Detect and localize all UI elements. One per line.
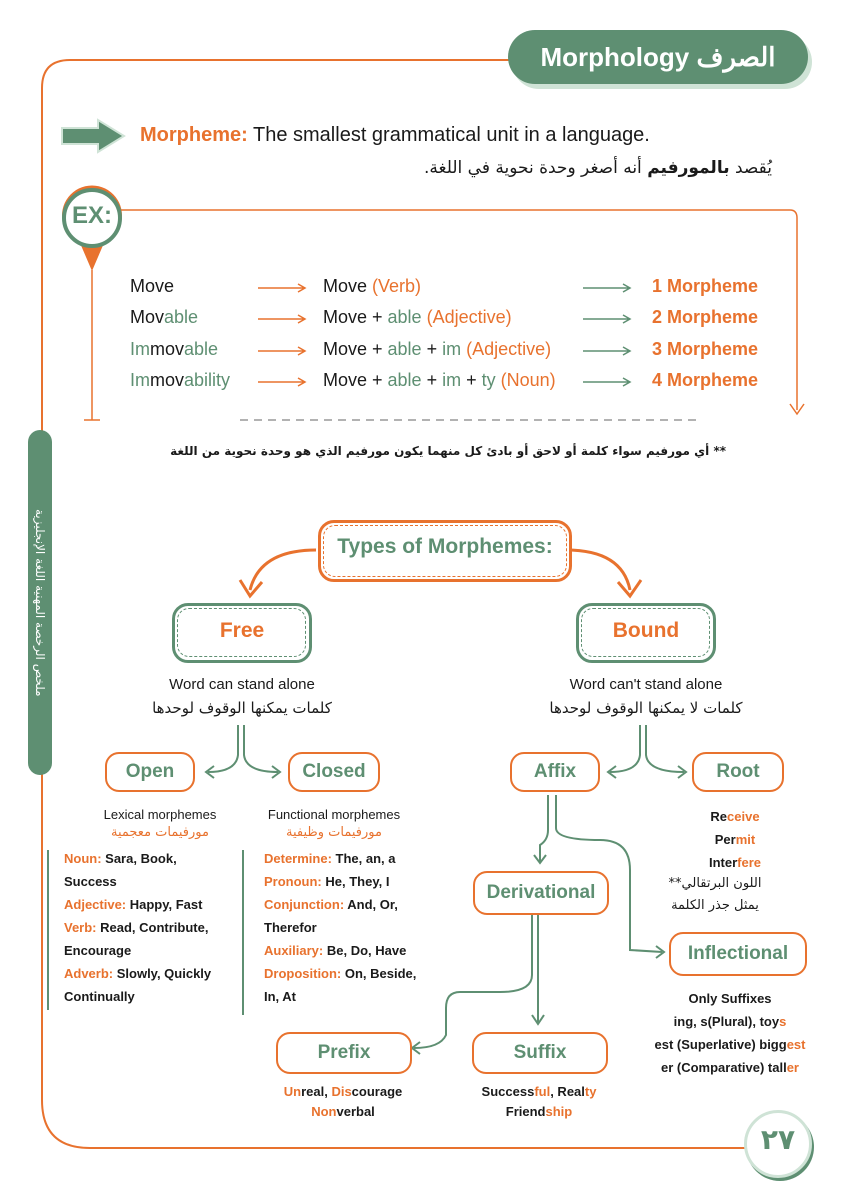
- open-sub-en: Lexical morphemes: [103, 807, 217, 822]
- definition-english: [140, 124, 650, 147]
- bound-desc-ar: كلمات لا يمكنها الوقوف لوحدها: [549, 699, 743, 717]
- list-item: Pronoun: He, They, I: [264, 874, 390, 889]
- closed-box: Closed: [288, 752, 380, 792]
- list-item: Receive: [710, 809, 760, 824]
- example-result-4: 4 Morpheme: [652, 370, 759, 390]
- list-item: Continually: [64, 989, 135, 1004]
- list-item: Droposition: On, Beside,: [264, 966, 417, 981]
- free-desc-en: Word can stand alone: [169, 676, 315, 693]
- arabic-bold-term: بالمورفيم: [647, 158, 730, 178]
- page-number: ٢٧: [760, 1123, 796, 1156]
- list-item: Adverb: Slowly, Quickly: [64, 966, 212, 981]
- definition-text: The smallest grammatical unit in a language.: [253, 124, 650, 146]
- list-item: Permit: [714, 832, 756, 847]
- list-item: est (Superlative) biggest: [654, 1037, 806, 1052]
- closed-list: [264, 847, 454, 1008]
- bound-label: Bound: [612, 619, 680, 642]
- list-item: Interfere: [708, 855, 762, 870]
- list-item: Noun: Sara, Book,: [64, 851, 177, 866]
- bound-desc-en: Word can't stand alone: [569, 676, 723, 693]
- prefix-examples: [250, 1080, 436, 1121]
- term-morpheme: Morpheme:: [140, 124, 248, 146]
- open-box: Open: [105, 752, 195, 792]
- example-word-3: Immovable: [130, 339, 219, 359]
- list-item: Nonverbal: [311, 1104, 375, 1119]
- example-note: ** أي مورفيم سواء كلمة أو لاحق أو بادئ كل منهما يكون مورفيم الذي هو وحدة نحوية من اللغة: [170, 444, 726, 458]
- example-word-1: Move: [130, 276, 175, 296]
- list-item: Determine: The, an, a: [264, 851, 396, 866]
- definition-arabic: يُقصد بالمورفيم أنه أصغر وحدة نحوية في اللغة.: [424, 158, 772, 178]
- example-word-4: Immovability: [130, 370, 231, 390]
- suffix-box: Suffix: [472, 1032, 608, 1074]
- list-item: Success: [64, 874, 117, 889]
- inflectional-box: Inflectional: [669, 932, 807, 976]
- list-item: Conjunction: And, Or,: [264, 897, 398, 912]
- list-item: Adjective: Happy, Fast: [64, 897, 203, 912]
- list-item: In, At: [264, 989, 297, 1004]
- closed-sub-en: Functional morphemes: [267, 807, 401, 822]
- prefix-box: Prefix: [276, 1032, 412, 1074]
- page-title: الصرف Morphology: [540, 42, 776, 72]
- example-formula-2: Move + able (Adjective): [323, 307, 512, 327]
- list-item: Encourage: [64, 943, 132, 958]
- open-sub-ar: مورفيمات معجمية: [111, 825, 209, 840]
- list-item: Verb: Read, Contribute,: [64, 920, 209, 935]
- inflectional-examples: [630, 987, 830, 1079]
- example-word-2: Movable: [130, 307, 199, 327]
- list-item: ing, s(Plural), toys: [673, 1014, 787, 1029]
- example-formula-1: Move (Verb): [323, 276, 422, 296]
- example-formula-3: Move + able + im (Adjective): [323, 339, 552, 359]
- root-examples: [680, 805, 790, 874]
- list-item: Only Suffixes: [688, 991, 772, 1006]
- free-desc-ar: كلمات يمكنها الوقوف لوحدها: [152, 699, 332, 717]
- affix-box: Affix: [510, 752, 600, 792]
- example-result-3: 3 Morpheme: [652, 339, 759, 359]
- list-item: Therefor: [264, 920, 317, 935]
- ex-badge: EX:: [71, 202, 112, 229]
- list-item: Friendship: [505, 1104, 573, 1119]
- derivational-box: Derivational: [473, 871, 609, 915]
- example-result-1: 1 Morpheme: [652, 276, 759, 296]
- sidebar-text: ملخص الرخصة المهنية اللغة الإنجليزية: [33, 508, 47, 697]
- example-result-2: 2 Morpheme: [652, 307, 759, 327]
- suffix-examples: [446, 1080, 632, 1121]
- root-note-1: اللون البرتقالي**: [668, 876, 762, 891]
- open-list: [64, 847, 244, 1008]
- list-item: Auxiliary: Be, Do, Have: [264, 943, 407, 958]
- example-formula-4: Move + able + im + ty (Noun): [323, 370, 556, 390]
- root-box: Root: [692, 752, 784, 792]
- types-title: Types of Morphemes:: [337, 535, 553, 558]
- list-item: Successful, Realty: [481, 1084, 597, 1099]
- root-note-2: يمثل جذر الكلمة: [671, 898, 759, 913]
- closed-sub-ar: مورفيمات وظيفية: [286, 825, 382, 840]
- list-item: Unreal, Discourage: [283, 1084, 403, 1099]
- free-label: Free: [219, 619, 265, 642]
- ex-pin: [58, 185, 126, 275]
- arrow-right-icon: [60, 118, 128, 154]
- list-item: er (Comparative) taller: [661, 1060, 799, 1075]
